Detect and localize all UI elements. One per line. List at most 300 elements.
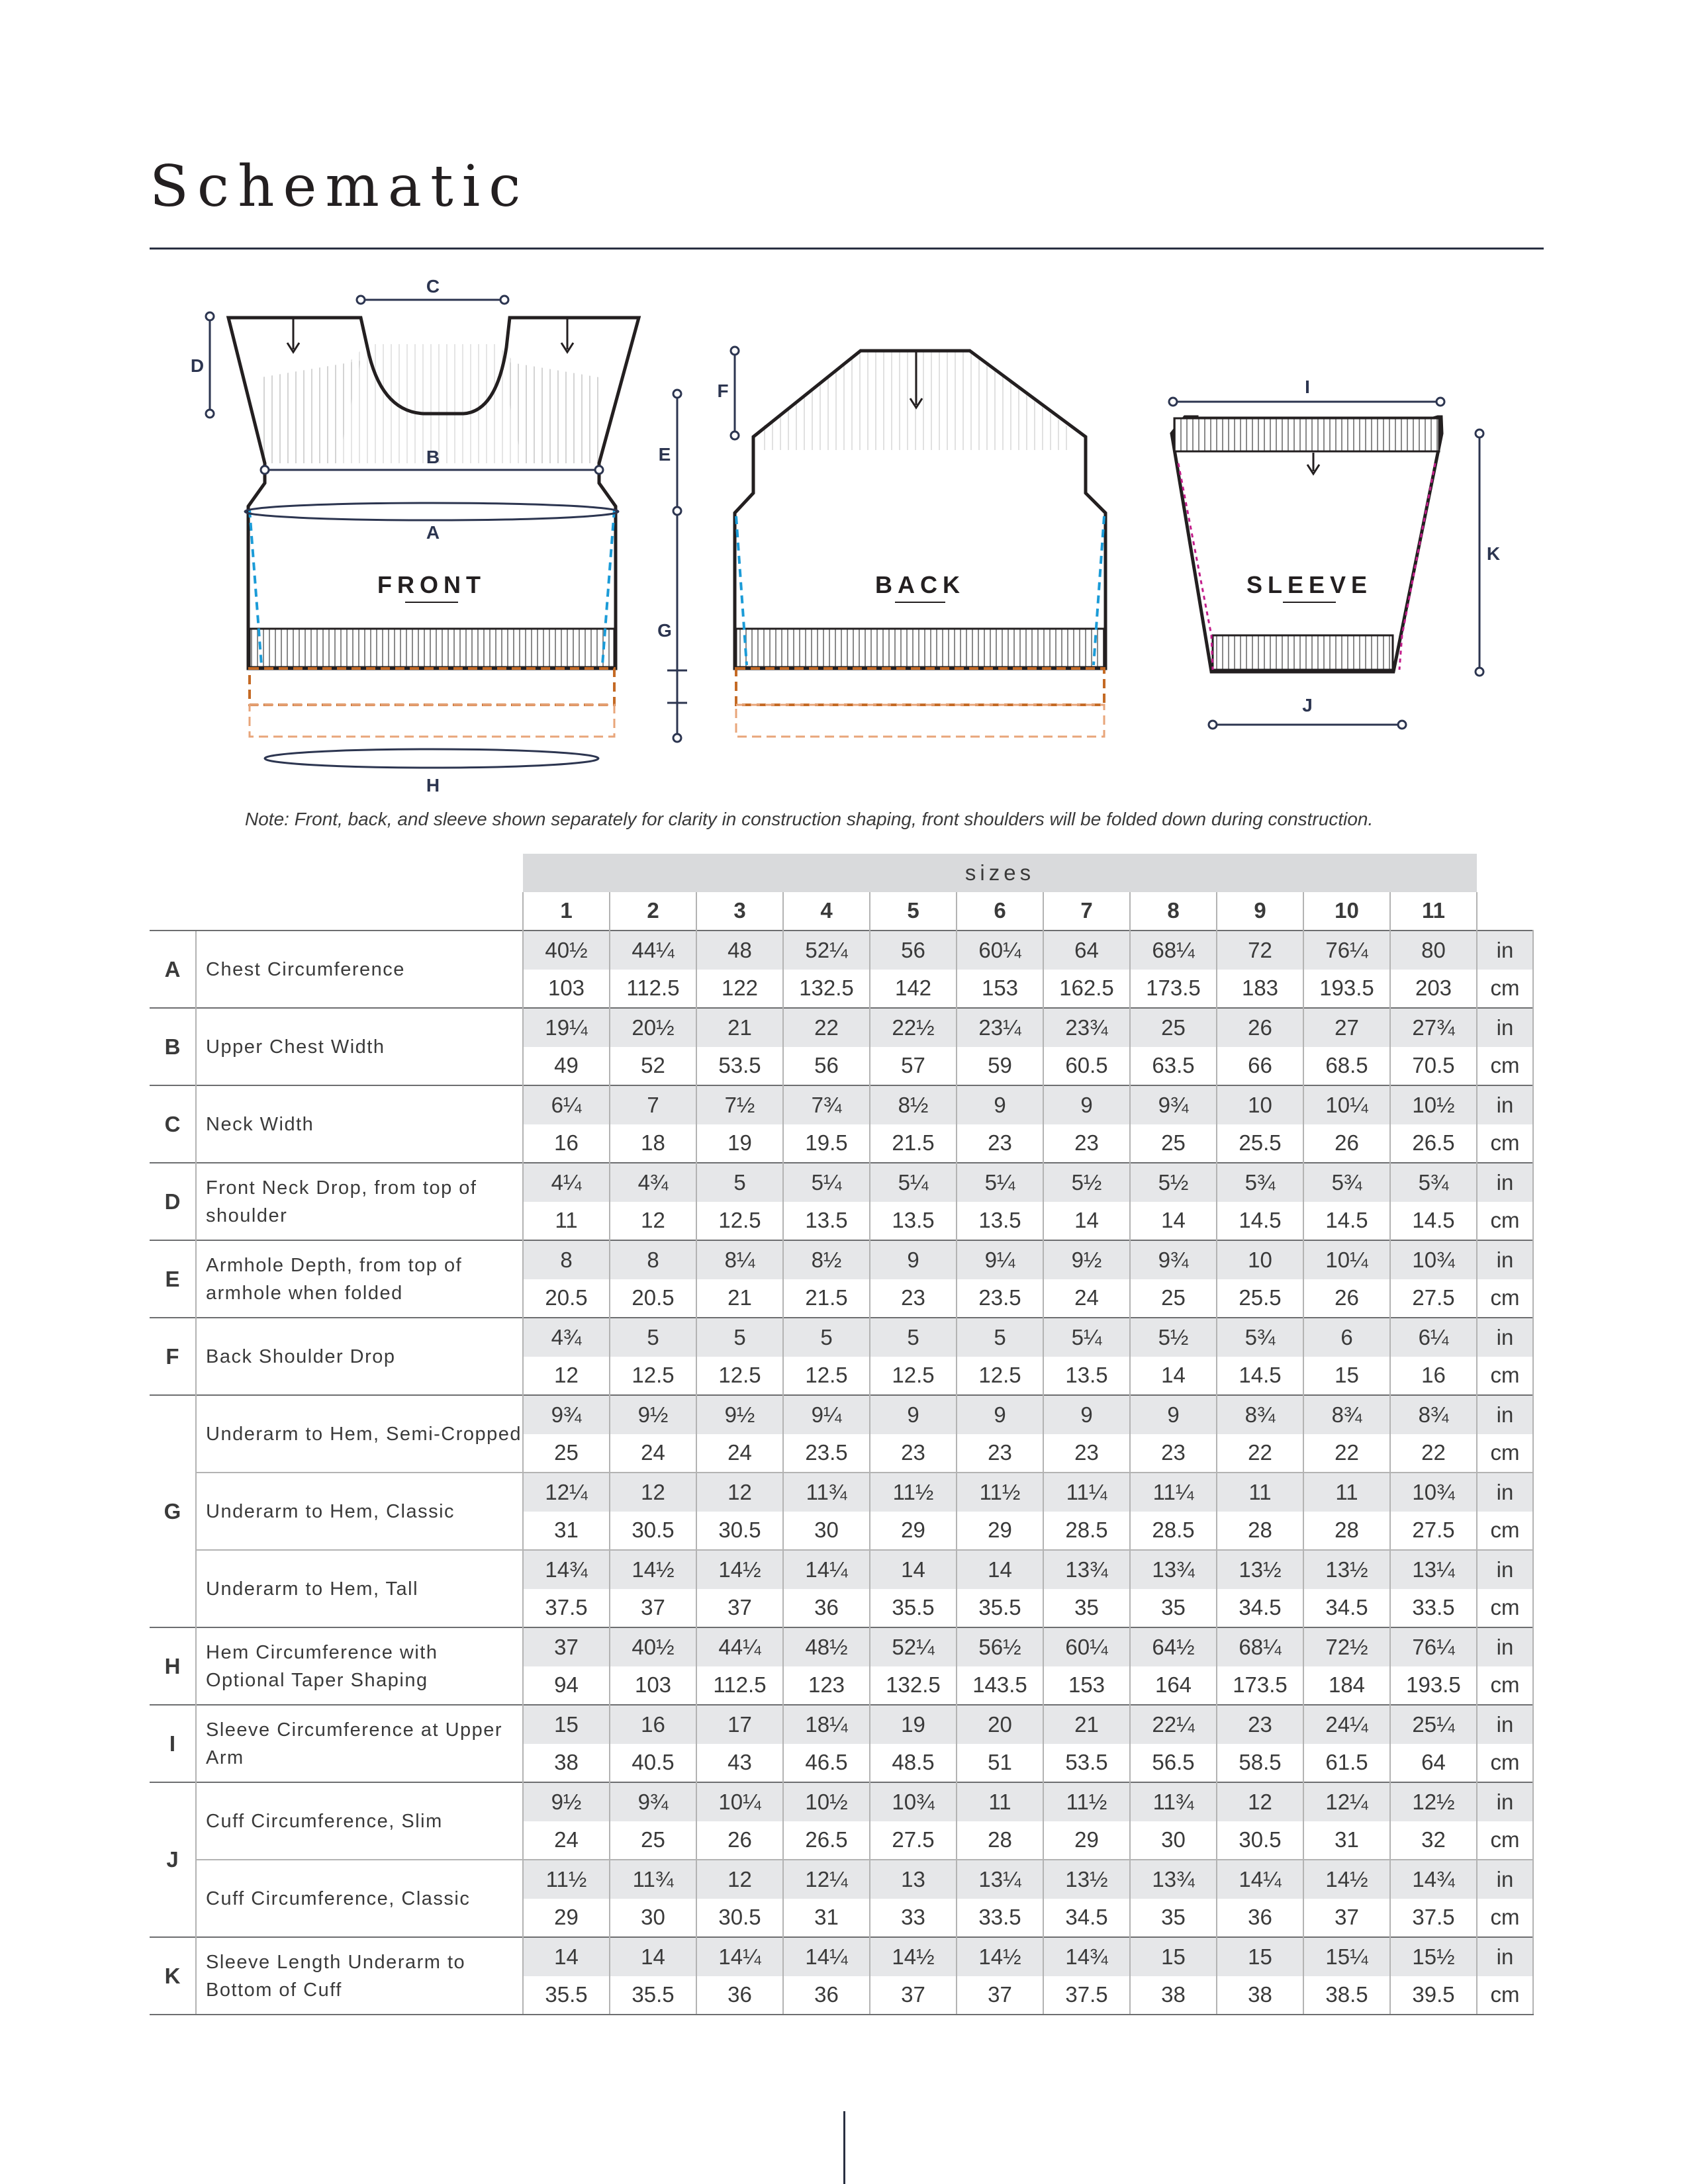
value-in: 13¼ [957,1860,1043,1899]
value-in: 5½ [1043,1163,1130,1202]
value-cm: 164 [1130,1666,1217,1706]
value-in: 9¼ [783,1395,870,1434]
unit-cm: cm [1477,1976,1533,2015]
value-cm: 22 [1303,1434,1390,1473]
value-cm: 46.5 [783,1744,870,1783]
svg-text:F: F [717,381,729,401]
value-in: 10½ [783,1782,870,1821]
value-in: 7 [610,1085,696,1124]
dimension-c [357,276,508,304]
value-in: 10¼ [696,1782,783,1821]
value-in: 8 [523,1240,610,1279]
value-cm: 12.5 [783,1357,870,1396]
value-cm: 34.5 [1043,1899,1130,1938]
value-in: 5 [696,1163,783,1202]
dimension-letter: J [150,1782,196,1937]
value-cm: 14.5 [1390,1202,1477,1241]
value-cm: 21 [696,1279,783,1318]
unit-cm: cm [1477,1589,1533,1628]
value-cm: 35 [1130,1589,1217,1628]
value-in: 12 [1217,1782,1303,1821]
value-in: 14½ [957,1937,1043,1976]
value-in: 68¼ [1217,1627,1303,1666]
value-cm: 14 [1130,1202,1217,1241]
table-row [150,1550,1533,1589]
value-cm: 12 [523,1357,610,1396]
value-cm: 94 [523,1666,610,1706]
unit-in: in [1477,1937,1533,1976]
front-label: FRONT [377,571,486,598]
page-title: Schematic [150,154,530,220]
svg-text:D: D [190,355,205,376]
value-in: 12½ [1390,1782,1477,1821]
value-cm: 36 [783,1976,870,2015]
value-cm: 40.5 [610,1744,696,1783]
value-cm: 53.5 [1043,1744,1130,1783]
value-in: 14¼ [1217,1860,1303,1899]
value-in: 25 [1130,1008,1217,1047]
value-cm: 30.5 [696,1512,783,1551]
unit-in: in [1477,1782,1533,1821]
dimension-a-label: A [426,522,440,543]
value-in: 8½ [783,1240,870,1279]
value-cm: 203 [1390,970,1477,1009]
back-piece [735,351,1105,737]
value-cm: 29 [957,1512,1043,1551]
value-cm: 68.5 [1303,1047,1390,1086]
value-in: 14½ [610,1550,696,1589]
value-cm: 35 [1043,1589,1130,1628]
value-cm: 43 [696,1744,783,1783]
value-cm: 30.5 [1217,1821,1303,1860]
value-in: 14¾ [1043,1937,1130,1976]
unit-cm: cm [1477,1666,1533,1706]
value-cm: 32 [1390,1821,1477,1860]
value-in: 16 [610,1705,696,1744]
value-cm: 23.5 [783,1434,870,1473]
value-cm: 173.5 [1217,1666,1303,1706]
value-in: 13½ [1217,1550,1303,1589]
value-in: 7½ [696,1085,783,1124]
size-number: 3 [696,892,783,931]
dimension-letter: K [150,1937,196,2015]
value-in: 11¼ [1043,1473,1130,1512]
value-in: 14 [957,1550,1043,1589]
value-cm: 153 [1043,1666,1130,1706]
measurement-label: Chest Circumference [196,931,523,1008]
table-row [150,1627,1533,1666]
table-row [150,931,1533,970]
value-in: 9¾ [523,1395,610,1434]
sizes-label: sizes [523,854,1477,892]
dimension-i [1169,377,1444,406]
value-in: 5 [957,1318,1043,1357]
value-in: 9¾ [1130,1085,1217,1124]
unit-cm: cm [1477,1202,1533,1241]
value-cm: 30.5 [696,1899,783,1938]
value-in: 14¼ [783,1937,870,1976]
value-in: 44¼ [696,1627,783,1666]
value-in: 14½ [696,1550,783,1589]
value-cm: 56.5 [1130,1744,1217,1783]
table-row [150,1705,1533,1744]
value-cm: 123 [783,1666,870,1706]
value-in: 15½ [1390,1937,1477,1976]
value-cm: 60.5 [1043,1047,1130,1086]
value-cm: 14.5 [1217,1357,1303,1396]
value-in: 9 [1043,1085,1130,1124]
value-cm: 35 [1130,1899,1217,1938]
measurement-label: Underarm to Hem, Tall [196,1550,523,1627]
value-in: 23¾ [1043,1008,1130,1047]
svg-text:K: K [1486,543,1501,564]
value-in: 44¼ [610,931,696,970]
dimension-letter: F [150,1318,196,1395]
value-in: 5¾ [1390,1163,1477,1202]
value-in: 14 [870,1550,957,1589]
garment-schematic [0,0,1688,821]
value-cm: 31 [523,1512,610,1551]
value-in: 11½ [957,1473,1043,1512]
value-in: 8¼ [696,1240,783,1279]
unit-in: in [1477,1240,1533,1279]
value-in: 8¾ [1217,1395,1303,1434]
value-in: 64½ [1130,1627,1217,1666]
unit-in: in [1477,1860,1533,1899]
value-cm: 23 [1043,1434,1130,1473]
value-in: 10 [1217,1085,1303,1124]
unit-in: in [1477,1318,1533,1357]
value-cm: 184 [1303,1666,1390,1706]
value-cm: 22 [1390,1434,1477,1473]
value-cm: 14.5 [1303,1202,1390,1241]
back-label: BACK [875,571,965,598]
value-cm: 142 [870,970,957,1009]
value-in: 5¼ [1043,1318,1130,1357]
value-in: 5¾ [1303,1163,1390,1202]
svg-text:E: E [658,444,671,465]
value-in: 24¼ [1303,1705,1390,1744]
dimension-letter: D [150,1163,196,1240]
unit-in: in [1477,1627,1533,1666]
dimension-letter: A [150,931,196,1008]
value-in: 11 [1303,1473,1390,1512]
value-in: 60¼ [957,931,1043,970]
value-in: 27 [1303,1008,1390,1047]
value-cm: 63.5 [1130,1047,1217,1086]
value-cm: 162.5 [1043,970,1130,1009]
value-cm: 103 [523,970,610,1009]
value-cm: 29 [1043,1821,1130,1860]
value-in: 5¼ [870,1163,957,1202]
value-in: 12 [696,1473,783,1512]
dimension-j [1209,695,1406,729]
value-in: 23 [1217,1705,1303,1744]
dimension-d [191,312,214,418]
size-table [150,854,1534,2015]
value-in: 9 [957,1085,1043,1124]
value-in: 4¾ [523,1318,610,1357]
value-in: 9¾ [1130,1240,1217,1279]
value-in: 20 [957,1705,1043,1744]
value-cm: 27.5 [1390,1512,1477,1551]
value-cm: 36 [696,1976,783,2015]
value-cm: 23 [957,1434,1043,1473]
measurement-label: Neck Width [196,1085,523,1163]
value-cm: 122 [696,970,783,1009]
value-in: 56 [870,931,957,970]
value-in: 9½ [523,1782,610,1821]
value-cm: 23 [957,1124,1043,1163]
table-row [150,1318,1533,1357]
value-cm: 37.5 [523,1589,610,1628]
value-cm: 153 [957,970,1043,1009]
value-cm: 12 [610,1202,696,1241]
value-in: 17 [696,1705,783,1744]
value-in: 10½ [1390,1085,1477,1124]
size-number: 4 [783,892,870,931]
table-row [150,1163,1533,1202]
value-in: 13½ [1303,1550,1390,1589]
value-cm: 13.5 [1043,1357,1130,1396]
value-in: 10¾ [870,1782,957,1821]
value-in: 52¼ [870,1627,957,1666]
unit-cm: cm [1477,1744,1533,1783]
value-in: 14¼ [783,1550,870,1589]
value-in: 14 [523,1937,610,1976]
dimension-letter: I [150,1705,196,1782]
svg-text:J: J [1302,695,1313,715]
value-in: 6 [1303,1318,1390,1357]
value-cm: 37 [957,1976,1043,2015]
value-in: 22¼ [1130,1705,1217,1744]
measurement-label: Armhole Depth, from top of armhole when folded [196,1240,523,1318]
value-in: 12¼ [1303,1782,1390,1821]
measurement-label: Sleeve Circumference at Upper Arm [196,1705,523,1782]
value-cm: 20.5 [610,1279,696,1318]
value-cm: 34.5 [1217,1589,1303,1628]
value-in: 9¾ [610,1782,696,1821]
size-number: 11 [1390,892,1477,931]
front-hem-ribbing [250,629,614,667]
value-cm: 16 [523,1124,610,1163]
unit-in: in [1477,1550,1533,1589]
dimension-letter: C [150,1085,196,1163]
value-cm: 14 [1130,1357,1217,1396]
value-cm: 23 [1130,1434,1217,1473]
value-cm: 39.5 [1390,1976,1477,2015]
table-row [150,1782,1533,1821]
unit-in: in [1477,1473,1533,1512]
value-cm: 37 [696,1589,783,1628]
value-cm: 35.5 [957,1589,1043,1628]
measurement-label: Hem Circumference with Optional Taper Shaping [196,1627,523,1705]
value-cm: 12.5 [957,1357,1043,1396]
value-cm: 12.5 [696,1357,783,1396]
sleeve-cuff-ribbing [1213,635,1393,670]
value-cm: 28 [957,1821,1043,1860]
value-cm: 56 [783,1047,870,1086]
value-in: 5¼ [783,1163,870,1202]
measurement-label: Underarm to Hem, Semi-Cropped [196,1395,523,1473]
measurement-label: Sleeve Length Underarm to Bottom of Cuff [196,1937,523,2015]
unit-cm: cm [1477,1047,1533,1086]
svg-text:B: B [426,447,440,467]
value-in: 10¾ [1390,1240,1477,1279]
sizes-header-row [150,854,1533,892]
value-cm: 11 [523,1202,610,1241]
value-in: 13¾ [1130,1860,1217,1899]
value-cm: 15 [1303,1357,1390,1396]
value-cm: 23 [870,1279,957,1318]
value-in: 4¼ [523,1163,610,1202]
value-cm: 31 [783,1899,870,1938]
value-in: 68¼ [1130,931,1217,970]
value-in: 9½ [1043,1240,1130,1279]
chest-circumference-ellipse [245,503,618,520]
value-cm: 31 [1303,1821,1390,1860]
front-piece [228,318,639,768]
value-in: 11¾ [783,1473,870,1512]
value-in: 23¼ [957,1008,1043,1047]
value-in: 13¾ [1130,1550,1217,1589]
front-length-tall [250,705,614,737]
value-cm: 26.5 [783,1821,870,1860]
measurement-label: Cuff Circumference, Slim [196,1782,523,1860]
value-in: 37 [523,1627,610,1666]
value-cm: 12.5 [870,1357,957,1396]
value-in: 21 [1043,1705,1130,1744]
value-in: 27¾ [1390,1008,1477,1047]
unit-in: in [1477,1395,1533,1434]
value-cm: 14.5 [1217,1202,1303,1241]
value-cm: 25 [610,1821,696,1860]
value-cm: 14 [1043,1202,1130,1241]
value-in: 14 [610,1937,696,1976]
value-cm: 183 [1217,970,1303,1009]
value-cm: 33.5 [1390,1589,1477,1628]
value-cm: 52 [610,1047,696,1086]
value-cm: 103 [610,1666,696,1706]
value-cm: 12.5 [610,1357,696,1396]
size-number: 8 [1130,892,1217,931]
value-in: 9½ [610,1395,696,1434]
value-cm: 132.5 [783,970,870,1009]
sleeve-label: SLEEVE [1246,571,1373,598]
value-in: 19 [870,1705,957,1744]
value-in: 5¾ [1217,1318,1303,1357]
value-cm: 112.5 [610,970,696,1009]
value-cm: 53.5 [696,1047,783,1086]
value-in: 5¼ [957,1163,1043,1202]
value-cm: 26.5 [1390,1124,1477,1163]
value-in: 15 [1130,1937,1217,1976]
value-cm: 25 [1130,1279,1217,1318]
value-cm: 29 [870,1512,957,1551]
dimension-k [1476,430,1500,676]
value-in: 26 [1217,1008,1303,1047]
value-in: 9 [957,1395,1043,1434]
value-in: 9 [1130,1395,1217,1434]
value-in: 12¼ [523,1473,610,1512]
measurement-label: Upper Chest Width [196,1008,523,1085]
value-in: 22½ [870,1008,957,1047]
table-row [150,1240,1533,1279]
value-in: 40½ [610,1627,696,1666]
value-cm: 30.5 [610,1512,696,1551]
value-cm: 35.5 [610,1976,696,2015]
sleeve-piece [1172,417,1442,672]
value-in: 25¼ [1390,1705,1477,1744]
value-in: 13½ [1043,1860,1130,1899]
size-numbers-row [150,892,1533,931]
value-cm: 37.5 [1390,1899,1477,1938]
value-cm: 48.5 [870,1744,957,1783]
value-cm: 57 [870,1047,957,1086]
value-in: 5 [696,1318,783,1357]
value-in: 5 [610,1318,696,1357]
value-in: 19¼ [523,1008,610,1047]
value-cm: 27.5 [870,1821,957,1860]
value-in: 11¼ [1130,1473,1217,1512]
value-cm: 18 [610,1124,696,1163]
value-cm: 64 [1390,1744,1477,1783]
value-in: 72½ [1303,1627,1390,1666]
unit-cm: cm [1477,1434,1533,1473]
size-number: 2 [610,892,696,931]
dimension-f [717,347,739,439]
value-in: 14¾ [1390,1860,1477,1899]
hem-circumference-ellipse [265,749,598,768]
value-in: 13 [870,1860,957,1899]
table-row [150,1473,1533,1512]
table-row [150,1937,1533,1976]
value-in: 56½ [957,1627,1043,1666]
value-cm: 33 [870,1899,957,1938]
unit-in: in [1477,1085,1533,1124]
value-in: 10¼ [1303,1085,1390,1124]
value-cm: 38 [1217,1976,1303,2015]
value-cm: 30 [610,1899,696,1938]
value-cm: 24 [696,1434,783,1473]
value-in: 14½ [1303,1860,1390,1899]
value-cm: 21.5 [870,1124,957,1163]
unit-in: in [1477,1163,1533,1202]
value-in: 22 [783,1008,870,1047]
value-cm: 51 [957,1744,1043,1783]
value-in: 52¼ [783,931,870,970]
value-in: 11¾ [1130,1782,1217,1821]
unit-cm: cm [1477,970,1533,1009]
unit-cm: cm [1477,1899,1533,1938]
dimension-letter: E [150,1240,196,1318]
value-in: 6¼ [1390,1318,1477,1357]
value-cm: 35.5 [523,1976,610,2015]
value-in: 6¼ [523,1085,610,1124]
value-in: 10¾ [1390,1473,1477,1512]
unit-in: in [1477,1705,1533,1744]
value-cm: 24 [523,1821,610,1860]
value-cm: 38.5 [1303,1976,1390,2015]
value-in: 14¾ [523,1550,610,1589]
value-in: 9 [870,1240,957,1279]
value-in: 76¼ [1303,931,1390,970]
value-in: 5¾ [1217,1163,1303,1202]
value-cm: 23 [1043,1124,1130,1163]
value-in: 14½ [870,1937,957,1976]
value-cm: 12.5 [696,1202,783,1241]
value-cm: 59 [957,1047,1043,1086]
